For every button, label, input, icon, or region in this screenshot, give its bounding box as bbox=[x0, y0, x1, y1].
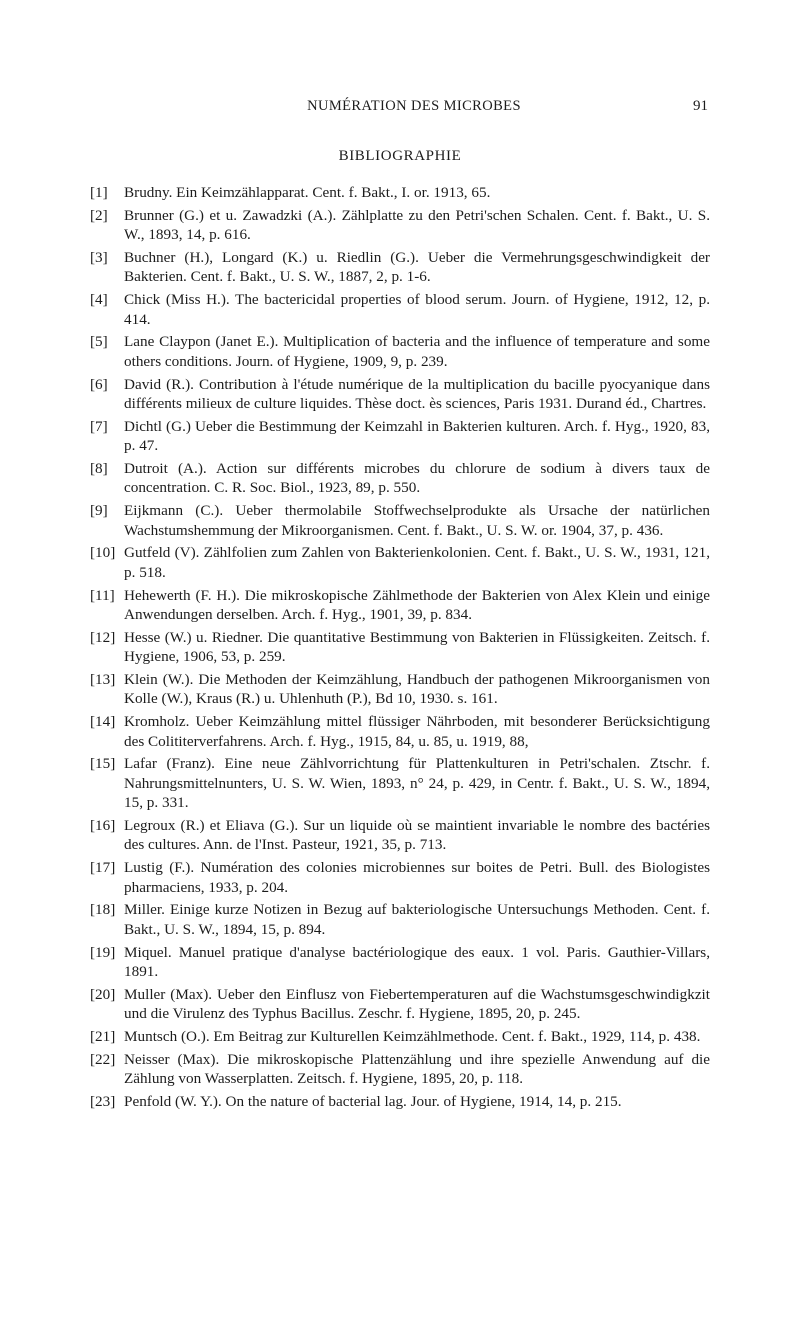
reference-text: Kromholz. Ueber Keimzählung mittel flüssiger Nährboden, mit besonderer Berücksichtigung des Colititerverfahrens. Arch. f. Hyg., 1915, 84, u. 85, u. 1919, 88, bbox=[124, 713, 710, 750]
reference-text: Dutroit (A.). Action sur différents microbes du chlorure de sodium à divers taux de concentration. C. R. Soc. Biol., 1923, 89, p. 550. bbox=[124, 460, 710, 497]
reference-text: Legroux (R.) et Eliava (G.). Sur un liquide où se maintient invariable le nombre des bactéries des cultures. Ann. de l'Inst. Pasteur, 1921, 35, p. 713. bbox=[124, 817, 710, 854]
reference-entry bbox=[90, 985, 710, 1024]
reference-number: [22] bbox=[90, 1050, 116, 1068]
reference-text: Miquel. Manuel pratique d'analyse bactériologique des eaux. 1 vol. Paris. Gauthier-Villars, 1891. bbox=[124, 943, 710, 981]
reference-entry bbox=[90, 183, 710, 202]
reference-text: Brudny. Ein Keimzählapparat. Cent. f. Bakt., I. or. 1913, 65. bbox=[124, 184, 491, 201]
reference-number: [9] bbox=[90, 502, 108, 520]
section-title: BIBLIOGRAPHIE bbox=[338, 148, 462, 164]
reference-entry bbox=[90, 206, 710, 245]
reference-text: Neisser (Max). Die mikroskopische Plattenzählung und ihre spezielle Anwendung auf die Zählung von Wasserplatten. Zeitsch. f. Hygiene, 1895, 20, p. 118. bbox=[124, 1050, 710, 1088]
reference-number: [12] bbox=[90, 628, 116, 646]
reference-text: Lane Claypon (Janet E.). Multiplication of bacteria and the influence of temperature and some others conditions. Journ. of Hygiene, 1909, 9, p. 239. bbox=[124, 333, 710, 370]
reference-entry bbox=[90, 1050, 710, 1089]
reference-text: Eijkmann (C.). Ueber thermolabile Stoffwechselprodukte als Ursache der natürlichen Wachstumshemmung der Mikroorganismen. Cent. f. Bakt., U. S. W. or. 1904, 37, p. 436. bbox=[124, 502, 710, 539]
reference-entry bbox=[90, 816, 710, 855]
reference-text: Buchner (H.), Longard (K.) u. Riedlin (G.). Ueber die Vermehrungsgeschwindigkeit der Bakterien. Cent. f. Bakt., U. S. W., 1887, 2, p. 1-6. bbox=[124, 249, 710, 286]
reference-entry bbox=[90, 900, 710, 939]
reference-number: [15] bbox=[90, 755, 116, 773]
reference-entry bbox=[90, 1092, 710, 1111]
reference-entry bbox=[90, 858, 710, 897]
reference-number: [10] bbox=[90, 544, 116, 562]
reference-number: [18] bbox=[90, 901, 116, 919]
reference-number: [16] bbox=[90, 817, 116, 835]
reference-text: Hehewerth (F. H.). Die mikroskopische Zählmethode der Bakterien von Alex Klein und einige Anwendungen derselben. Arch. f. Hyg., 1901, 39, p. 834. bbox=[124, 586, 710, 624]
reference-number: [6] bbox=[90, 375, 108, 393]
reference-text: David (R.). Contribution à l'étude numérique de la multiplication du bacille pyocyanique dans différents milieux de culture liquides. Thèse doct. ès sciences, Paris 1931. Durand éd., Chartres. bbox=[124, 375, 710, 413]
reference-number: [7] bbox=[90, 417, 108, 435]
reference-number: [13] bbox=[90, 671, 116, 689]
reference-text: Chick (Miss H.). The bactericidal properties of blood serum. Journ. of Hygiene, 1912, 12, p. 414. bbox=[124, 291, 710, 328]
reference-entry bbox=[90, 670, 710, 709]
reference-entry bbox=[90, 754, 710, 812]
running-title: NUMÉRATION DES MICROBES bbox=[307, 98, 521, 114]
reference-text: Penfold (W. Y.). On the nature of bacterial lag. Jour. of Hygiene, 1914, 14, p. 215. bbox=[124, 1093, 622, 1111]
reference-number: [14] bbox=[90, 713, 116, 731]
reference-entry bbox=[90, 628, 710, 667]
reference-number: [3] bbox=[90, 249, 108, 266]
reference-entry bbox=[90, 248, 710, 287]
reference-entry bbox=[90, 712, 710, 751]
reference-number: [5] bbox=[90, 333, 108, 351]
reference-text: Brunner (G.) et u. Zawadzki (A.). Zählplatte zu den Petri'schen Schalen. Cent. f. Bakt., U. S. W., 1893, 14, p. 616. bbox=[124, 206, 710, 244]
reference-number: [20] bbox=[90, 985, 116, 1003]
reference-text: Gutfeld (V). Zählfolien zum Zahlen von Bakterienkolonien. Cent. f. Bakt., U. S. W., 1931, 121, p. 518. bbox=[124, 544, 710, 581]
reference-entry bbox=[90, 332, 710, 371]
reference-text: Muntsch (O.). Em Beitrag zur Kulturellen Keimzählmethode. Cent. f. Bakt., 1929, 114, p. 438. bbox=[124, 1028, 701, 1046]
reference-entry bbox=[90, 543, 710, 582]
reference-text: Muller (Max). Ueber den Einflusz von Fiebertemperaturen auf die Wachstumsgeschwindigkzit und die Virulenz des Typhus Bacillus. Zeschr. f. Hygiene, 1895, 20, p. 245. bbox=[124, 985, 710, 1023]
running-head bbox=[120, 98, 708, 120]
reference-text: Hesse (W.) u. Riedner. Die quantitative Bestimmung von Bakterien in Flüssigkeiten. Zeitsch. f. Hygiene, 1906, 53, p. 259. bbox=[124, 628, 710, 666]
reference-number: [19] bbox=[90, 943, 116, 961]
reference-entry bbox=[90, 586, 710, 625]
reference-number: [1] bbox=[90, 184, 108, 201]
reference-entry bbox=[90, 459, 710, 498]
reference-number: [17] bbox=[90, 859, 116, 877]
reference-text: Lafar (Franz). Eine neue Zählvorrichtung für Plattenkulturen in Petri'schalen. Ztschr. f. Nahrungsmittelnunters, U. S. W. Wien, 1893, n° 24, p. 429, in Centr. f. Bakt., U. S. W., 1894, 15, p. 331. bbox=[124, 755, 710, 812]
reference-entry bbox=[90, 290, 710, 329]
reference-number: [21] bbox=[90, 1028, 116, 1046]
reference-entry bbox=[90, 943, 710, 982]
reference-number: [8] bbox=[90, 460, 108, 478]
reference-text: Lustig (F.). Numération des colonies microbiennes sur boites de Petri. Bull. des Biologistes pharmaciens, 1933, p. 204. bbox=[124, 859, 710, 896]
reference-entry bbox=[90, 1027, 710, 1046]
reference-text: Miller. Einige kurze Notizen in Bezug auf bakteriologische Untersuchungs Methoden. Cent. f. Bakt., U. S. W., 1894, 15, p. 894. bbox=[124, 901, 710, 938]
reference-number: [2] bbox=[90, 206, 108, 224]
reference-number: [11] bbox=[90, 586, 115, 604]
reference-number: [4] bbox=[90, 291, 108, 309]
reference-number: [23] bbox=[90, 1093, 116, 1111]
reference-entry bbox=[90, 417, 710, 456]
page-number: 91 bbox=[693, 98, 708, 114]
reference-text: Dichtl (G.) Ueber die Bestimmung der Keimzahl in Bakterien kulturen. Arch. f. Hyg., 1920, 83, p. 47. bbox=[124, 417, 710, 455]
reference-entry bbox=[90, 501, 710, 540]
reference-text: Klein (W.). Die Methoden der Keimzählung, Handbuch der pathogenen Mikroorganismen von Kolle (W.), Kraus (R.) u. Uhlenhuth (P.), Bd 10, 1930. s. 161. bbox=[124, 671, 710, 708]
reference-list bbox=[90, 183, 710, 1115]
reference-entry bbox=[90, 375, 710, 414]
